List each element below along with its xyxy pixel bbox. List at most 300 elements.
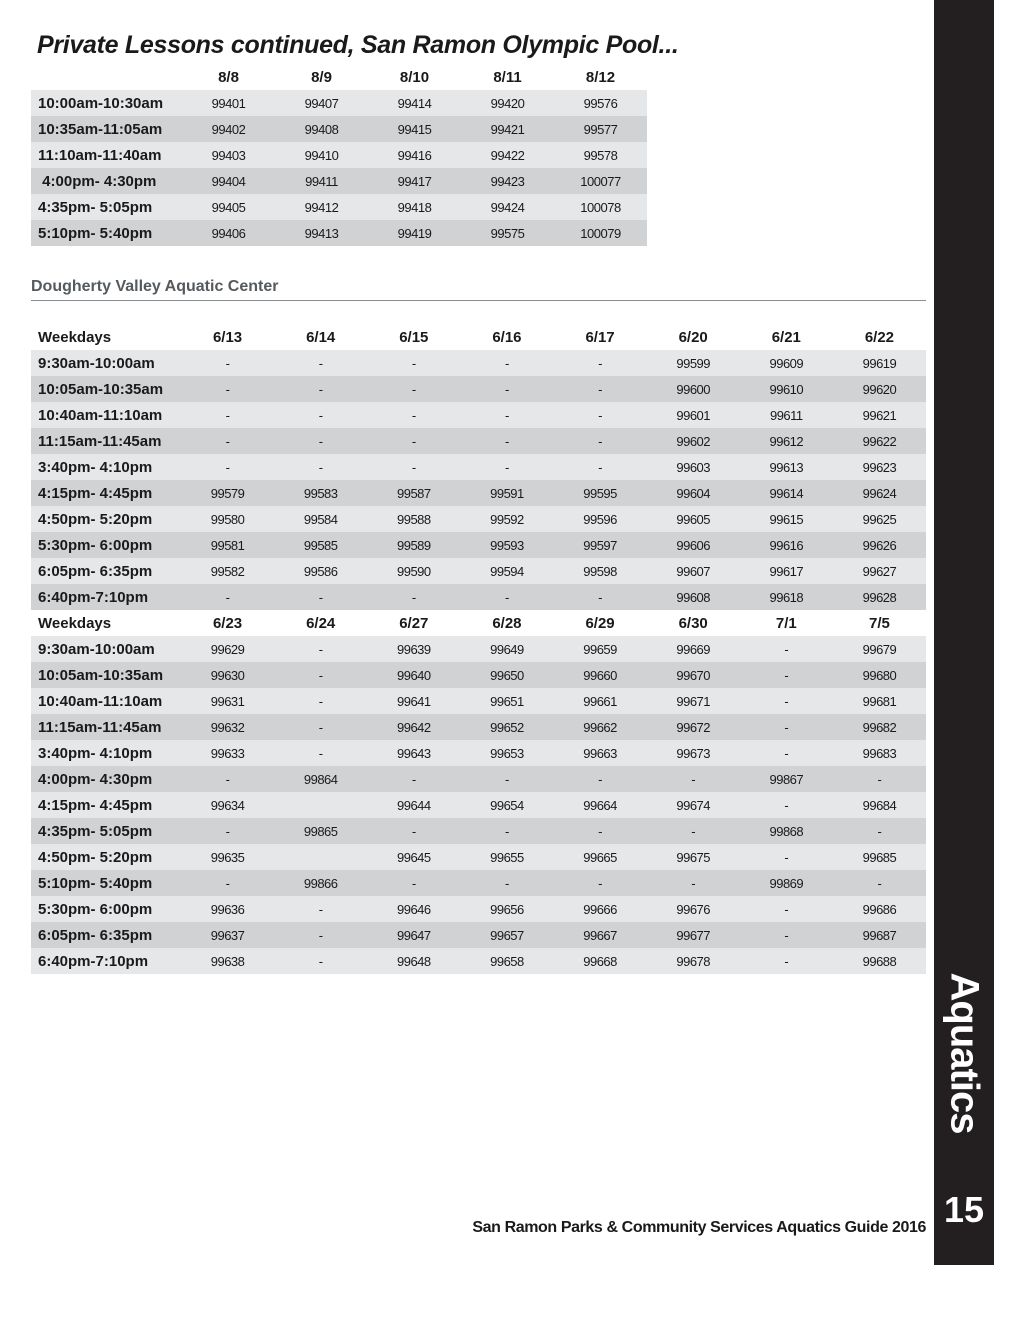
class-code-cell: -: [181, 870, 274, 896]
class-code-cell: -: [554, 454, 647, 480]
class-code-cell: 99404: [182, 168, 275, 194]
class-code-cell: -: [833, 870, 926, 896]
class-code-cell: 99633: [181, 740, 274, 766]
class-code-cell: 99601: [647, 402, 740, 428]
class-code-cell: 99650: [460, 662, 553, 688]
class-code-cell: -: [740, 636, 833, 662]
class-code-cell: [274, 844, 367, 870]
class-code-cell: 99608: [647, 584, 740, 610]
class-code-cell: -: [367, 454, 460, 480]
class-code-cell: 99641: [367, 688, 460, 714]
table-row: [31, 454, 926, 480]
date-header: 6/23: [181, 610, 274, 636]
class-code-cell: 99613: [740, 454, 833, 480]
class-code-cell: 99686: [833, 896, 926, 922]
class-code-cell: -: [554, 870, 647, 896]
class-code-cell: -: [460, 818, 553, 844]
class-code-cell: 99592: [460, 506, 553, 532]
class-code-cell: -: [460, 766, 553, 792]
class-code-cell: 99589: [367, 532, 460, 558]
class-code-cell: 99659: [554, 636, 647, 662]
class-code-cell: 99423: [461, 168, 554, 194]
time-slot-label: 9:30am-10:00am: [31, 636, 181, 662]
date-header: 8/10: [368, 64, 461, 90]
table-row: [31, 142, 647, 168]
time-slot-label: 11:10am-11:40am: [31, 142, 182, 168]
class-code-cell: 99647: [367, 922, 460, 948]
class-code-cell: 99581: [181, 532, 274, 558]
class-code-cell: 99682: [833, 714, 926, 740]
table-row: [31, 220, 647, 246]
class-code-cell: 99688: [833, 948, 926, 974]
class-code-cell: 99664: [554, 792, 647, 818]
table-row: [31, 558, 926, 584]
table-row: [31, 818, 926, 844]
class-code-cell: -: [274, 350, 367, 376]
class-code-cell: 99604: [647, 480, 740, 506]
class-code-cell: 99634: [181, 792, 274, 818]
class-code-cell: 99619: [833, 350, 926, 376]
class-code-cell: -: [181, 428, 274, 454]
time-slot-label: 10:05am-10:35am: [31, 376, 181, 402]
time-slot-label: 4:50pm- 5:20pm: [31, 844, 181, 870]
class-code-cell: 99618: [740, 584, 833, 610]
class-code-cell: 99632: [181, 714, 274, 740]
class-code-cell: 99648: [367, 948, 460, 974]
date-header: 6/29: [554, 610, 647, 636]
time-slot-label: 9:30am-10:00am: [31, 350, 181, 376]
class-code-cell: -: [554, 818, 647, 844]
time-slot-label: 5:30pm- 6:00pm: [31, 532, 181, 558]
class-code-cell: 99419: [368, 220, 461, 246]
class-code-cell: 99640: [367, 662, 460, 688]
class-code-cell: 99662: [554, 714, 647, 740]
date-header: 6/15: [367, 324, 460, 350]
class-code-cell: 99582: [181, 558, 274, 584]
class-code-cell: -: [274, 714, 367, 740]
class-code-cell: 99615: [740, 506, 833, 532]
class-code-cell: -: [274, 402, 367, 428]
class-code-cell: -: [274, 922, 367, 948]
class-code-cell: 99583: [274, 480, 367, 506]
class-code-cell: 99628: [833, 584, 926, 610]
class-code-cell: -: [833, 766, 926, 792]
class-code-cell: -: [181, 584, 274, 610]
class-code-cell: 99665: [554, 844, 647, 870]
class-code-cell: 99625: [833, 506, 926, 532]
class-code-cell: 99637: [181, 922, 274, 948]
class-code-cell: 99617: [740, 558, 833, 584]
class-code-cell: -: [460, 584, 553, 610]
class-code-cell: 99417: [368, 168, 461, 194]
class-code-cell: -: [554, 402, 647, 428]
table-row: [31, 896, 926, 922]
class-code-cell: 99675: [647, 844, 740, 870]
class-code-cell: 99586: [274, 558, 367, 584]
class-code-cell: 99611: [740, 402, 833, 428]
class-code-cell: -: [460, 454, 553, 480]
table-row: [31, 636, 926, 662]
class-code-cell: 99626: [833, 532, 926, 558]
table-row: [31, 168, 647, 194]
table-row: [31, 376, 926, 402]
class-code-cell: 99401: [182, 90, 275, 116]
class-code-cell: 99621: [833, 402, 926, 428]
class-code-cell: 99651: [460, 688, 553, 714]
time-slot-label: 4:00pm- 4:30pm: [31, 168, 182, 194]
class-code-cell: -: [367, 766, 460, 792]
class-code-cell: 99672: [647, 714, 740, 740]
class-code-cell: 99645: [367, 844, 460, 870]
class-code-cell: 99673: [647, 740, 740, 766]
class-code-cell: 99623: [833, 454, 926, 480]
table-row: [31, 584, 926, 610]
class-code-cell: -: [647, 766, 740, 792]
table-row: [31, 844, 926, 870]
class-code-cell: 99597: [554, 532, 647, 558]
table-header-row: [31, 64, 647, 90]
class-code-cell: -: [460, 402, 553, 428]
class-code-cell: 99403: [182, 142, 275, 168]
table-row: [31, 116, 647, 142]
class-code-cell: -: [274, 896, 367, 922]
class-code-cell: 99635: [181, 844, 274, 870]
class-code-cell: 99609: [740, 350, 833, 376]
date-header: 6/30: [647, 610, 740, 636]
table-row: [31, 428, 926, 454]
class-code-cell: 99660: [554, 662, 647, 688]
class-code-cell: -: [181, 350, 274, 376]
date-header: 6/16: [460, 324, 553, 350]
class-code-cell: -: [181, 818, 274, 844]
table-row: [31, 90, 647, 116]
class-code-cell: -: [274, 740, 367, 766]
class-code-cell: 99629: [181, 636, 274, 662]
class-code-cell: 99420: [461, 90, 554, 116]
table-row: [31, 194, 647, 220]
class-code-cell: 99614: [740, 480, 833, 506]
class-code-cell: -: [274, 662, 367, 688]
class-code-cell: 99670: [647, 662, 740, 688]
date-header: 6/27: [367, 610, 460, 636]
time-slot-label: 4:35pm- 5:05pm: [31, 818, 181, 844]
class-code-cell: 99653: [460, 740, 553, 766]
class-code-cell: 99411: [275, 168, 368, 194]
date-header: 6/22: [833, 324, 926, 350]
time-slot-label: 4:50pm- 5:20pm: [31, 506, 181, 532]
class-code-cell: 99627: [833, 558, 926, 584]
class-code-cell: -: [460, 376, 553, 402]
class-code-cell: 99687: [833, 922, 926, 948]
class-code-cell: 100077: [554, 168, 647, 194]
class-code-cell: -: [181, 376, 274, 402]
class-code-cell: 99610: [740, 376, 833, 402]
class-code-cell: 99622: [833, 428, 926, 454]
time-slot-label: 10:35am-11:05am: [31, 116, 182, 142]
class-code-cell: -: [833, 818, 926, 844]
class-code-cell: -: [740, 948, 833, 974]
class-code-cell: -: [460, 350, 553, 376]
class-code-cell: 99607: [647, 558, 740, 584]
class-code-cell: 99620: [833, 376, 926, 402]
class-code-cell: 99656: [460, 896, 553, 922]
class-code-cell: 99593: [460, 532, 553, 558]
class-code-cell: 99413: [275, 220, 368, 246]
time-slot-label: 6:05pm- 6:35pm: [31, 922, 181, 948]
class-code-cell: -: [367, 818, 460, 844]
class-code-cell: 99667: [554, 922, 647, 948]
class-code-cell: 99424: [461, 194, 554, 220]
time-slot-label: 10:05am-10:35am: [31, 662, 181, 688]
class-code-cell: -: [181, 402, 274, 428]
class-code-cell: 99663: [554, 740, 647, 766]
class-code-cell: 99630: [181, 662, 274, 688]
class-code-cell: 99587: [367, 480, 460, 506]
table-row: [31, 532, 926, 558]
date-header: 6/14: [274, 324, 367, 350]
class-code-cell: 99676: [647, 896, 740, 922]
time-slot-label: 4:00pm- 4:30pm: [31, 766, 181, 792]
class-code-cell: 99679: [833, 636, 926, 662]
class-code-cell: 99681: [833, 688, 926, 714]
class-code-cell: 99643: [367, 740, 460, 766]
class-code-cell: 99642: [367, 714, 460, 740]
class-code-cell: -: [274, 428, 367, 454]
class-code-cell: 99588: [367, 506, 460, 532]
class-code-cell: -: [367, 402, 460, 428]
class-code-cell: 99685: [833, 844, 926, 870]
date-header: 6/20: [647, 324, 740, 350]
section-divider: [31, 300, 926, 301]
time-slot-label: 4:15pm- 4:45pm: [31, 480, 181, 506]
class-code-cell: 99624: [833, 480, 926, 506]
time-slot-label: 11:15am-11:45am: [31, 428, 181, 454]
time-slot-label: 6:05pm- 6:35pm: [31, 558, 181, 584]
class-code-cell: [274, 792, 367, 818]
class-code-cell: 99644: [367, 792, 460, 818]
table-header-row: [31, 324, 926, 350]
class-code-cell: 99865: [274, 818, 367, 844]
class-code-cell: 99422: [461, 142, 554, 168]
class-code-cell: 99410: [275, 142, 368, 168]
class-code-cell: 99631: [181, 688, 274, 714]
class-code-cell: 99418: [368, 194, 461, 220]
class-code-cell: -: [740, 714, 833, 740]
class-code-cell: -: [274, 688, 367, 714]
class-code-cell: 99657: [460, 922, 553, 948]
date-header: 6/28: [460, 610, 553, 636]
class-code-cell: 99678: [647, 948, 740, 974]
date-header: 8/9: [275, 64, 368, 90]
page-number: 15: [943, 1189, 985, 1230]
class-code-cell: 99416: [368, 142, 461, 168]
class-code-cell: 99658: [460, 948, 553, 974]
class-code-cell: -: [181, 766, 274, 792]
class-code-cell: -: [740, 662, 833, 688]
class-code-cell: 99683: [833, 740, 926, 766]
class-code-cell: 99649: [460, 636, 553, 662]
class-code-cell: 99575: [461, 220, 554, 246]
header-blank-cell: [31, 64, 182, 90]
class-code-cell: 99600: [647, 376, 740, 402]
sidebar-label: Aquatics: [942, 972, 987, 1134]
class-code-cell: -: [554, 428, 647, 454]
class-code-cell: 99414: [368, 90, 461, 116]
table-row: [31, 714, 926, 740]
class-code-cell: -: [740, 922, 833, 948]
time-slot-label: 5:10pm- 5:40pm: [31, 220, 182, 246]
class-code-cell: 100078: [554, 194, 647, 220]
class-code-cell: 99868: [740, 818, 833, 844]
time-slot-label: 6:40pm-7:10pm: [31, 948, 181, 974]
class-code-cell: 99421: [461, 116, 554, 142]
table-row: [31, 662, 926, 688]
class-code-cell: 99671: [647, 688, 740, 714]
time-slot-label: 6:40pm-7:10pm: [31, 584, 181, 610]
class-code-cell: 99669: [647, 636, 740, 662]
class-code-cell: 99594: [460, 558, 553, 584]
section-title: Dougherty Valley Aquatic Center: [31, 278, 279, 295]
class-code-cell: 99864: [274, 766, 367, 792]
class-code-cell: 99639: [367, 636, 460, 662]
table-row: [31, 480, 926, 506]
class-code-cell: -: [647, 870, 740, 896]
class-code-cell: 99402: [182, 116, 275, 142]
date-header: 7/1: [740, 610, 833, 636]
class-code-cell: -: [367, 870, 460, 896]
class-code-cell: -: [554, 584, 647, 610]
class-code-cell: 99579: [181, 480, 274, 506]
class-code-cell: -: [367, 376, 460, 402]
table-row: [31, 766, 926, 792]
class-code-cell: 99599: [647, 350, 740, 376]
class-code-cell: -: [740, 844, 833, 870]
class-code-cell: -: [274, 454, 367, 480]
class-code-cell: 99654: [460, 792, 553, 818]
class-code-cell: 99616: [740, 532, 833, 558]
table-row: [31, 948, 926, 974]
table-row: [31, 688, 926, 714]
class-code-cell: 99407: [275, 90, 368, 116]
class-code-cell: 99606: [647, 532, 740, 558]
date-header: 6/21: [740, 324, 833, 350]
class-code-cell: 99655: [460, 844, 553, 870]
table-row: [31, 350, 926, 376]
class-code-cell: 99680: [833, 662, 926, 688]
table-row: [31, 922, 926, 948]
class-code-cell: 99590: [367, 558, 460, 584]
class-code-cell: -: [181, 454, 274, 480]
class-code-cell: 99612: [740, 428, 833, 454]
weekdays-header: Weekdays: [31, 324, 181, 350]
time-slot-label: 10:00am-10:30am: [31, 90, 182, 116]
class-code-cell: -: [274, 584, 367, 610]
class-code-cell: 99866: [274, 870, 367, 896]
class-code-cell: -: [740, 896, 833, 922]
class-code-cell: -: [740, 792, 833, 818]
class-code-cell: -: [460, 428, 553, 454]
class-code-cell: 99585: [274, 532, 367, 558]
class-code-cell: 99584: [274, 506, 367, 532]
class-code-cell: 99668: [554, 948, 647, 974]
date-header: 8/12: [554, 64, 647, 90]
table-row: [31, 402, 926, 428]
class-code-cell: -: [460, 870, 553, 896]
time-slot-label: 4:35pm- 5:05pm: [31, 194, 182, 220]
class-code-cell: 99580: [181, 506, 274, 532]
time-slot-label: 5:10pm- 5:40pm: [31, 870, 181, 896]
date-header: 6/24: [274, 610, 367, 636]
table-row: [31, 792, 926, 818]
class-code-cell: 99408: [275, 116, 368, 142]
time-slot-label: 3:40pm- 4:10pm: [31, 454, 181, 480]
table-header-row: [31, 610, 926, 636]
table-row: [31, 506, 926, 532]
class-code-cell: -: [274, 376, 367, 402]
class-code-cell: 99661: [554, 688, 647, 714]
date-header: 8/11: [461, 64, 554, 90]
table-row: [31, 740, 926, 766]
class-code-cell: -: [554, 376, 647, 402]
pool-schedule-table: [31, 64, 647, 246]
class-code-cell: 99603: [647, 454, 740, 480]
class-code-cell: -: [367, 350, 460, 376]
class-code-cell: 99406: [182, 220, 275, 246]
dougherty-schedule-table: [31, 324, 926, 974]
class-code-cell: -: [554, 766, 647, 792]
class-code-cell: 99646: [367, 896, 460, 922]
class-code-cell: 99576: [554, 90, 647, 116]
class-code-cell: 99652: [460, 714, 553, 740]
date-header: 7/5: [833, 610, 926, 636]
class-code-cell: -: [554, 350, 647, 376]
weekdays-header: Weekdays: [31, 610, 181, 636]
class-code-cell: 99605: [647, 506, 740, 532]
class-code-cell: 99578: [554, 142, 647, 168]
class-code-cell: 99602: [647, 428, 740, 454]
class-code-cell: -: [647, 818, 740, 844]
class-code-cell: 99677: [647, 922, 740, 948]
class-code-cell: -: [740, 740, 833, 766]
class-code-cell: 99412: [275, 194, 368, 220]
time-slot-label: 10:40am-11:10am: [31, 688, 181, 714]
time-slot-label: 11:15am-11:45am: [31, 714, 181, 740]
time-slot-label: 5:30pm- 6:00pm: [31, 896, 181, 922]
class-code-cell: 99636: [181, 896, 274, 922]
class-code-cell: -: [367, 428, 460, 454]
page-title: Private Lessons continued, San Ramon Olympic Pool...: [37, 31, 679, 59]
time-slot-label: 10:40am-11:10am: [31, 402, 181, 428]
class-code-cell: 100079: [554, 220, 647, 246]
class-code-cell: 99591: [460, 480, 553, 506]
footer-text: San Ramon Parks & Community Services Aquatics Guide 2016: [472, 1219, 926, 1236]
time-slot-label: 3:40pm- 4:10pm: [31, 740, 181, 766]
class-code-cell: 99684: [833, 792, 926, 818]
date-header: 8/8: [182, 64, 275, 90]
class-code-cell: 99867: [740, 766, 833, 792]
class-code-cell: 99596: [554, 506, 647, 532]
class-code-cell: 99415: [368, 116, 461, 142]
class-code-cell: -: [274, 948, 367, 974]
class-code-cell: -: [367, 584, 460, 610]
class-code-cell: -: [740, 688, 833, 714]
class-code-cell: 99577: [554, 116, 647, 142]
class-code-cell: 99674: [647, 792, 740, 818]
table-row: [31, 870, 926, 896]
date-header: 6/17: [554, 324, 647, 350]
class-code-cell: 99598: [554, 558, 647, 584]
class-code-cell: 99595: [554, 480, 647, 506]
